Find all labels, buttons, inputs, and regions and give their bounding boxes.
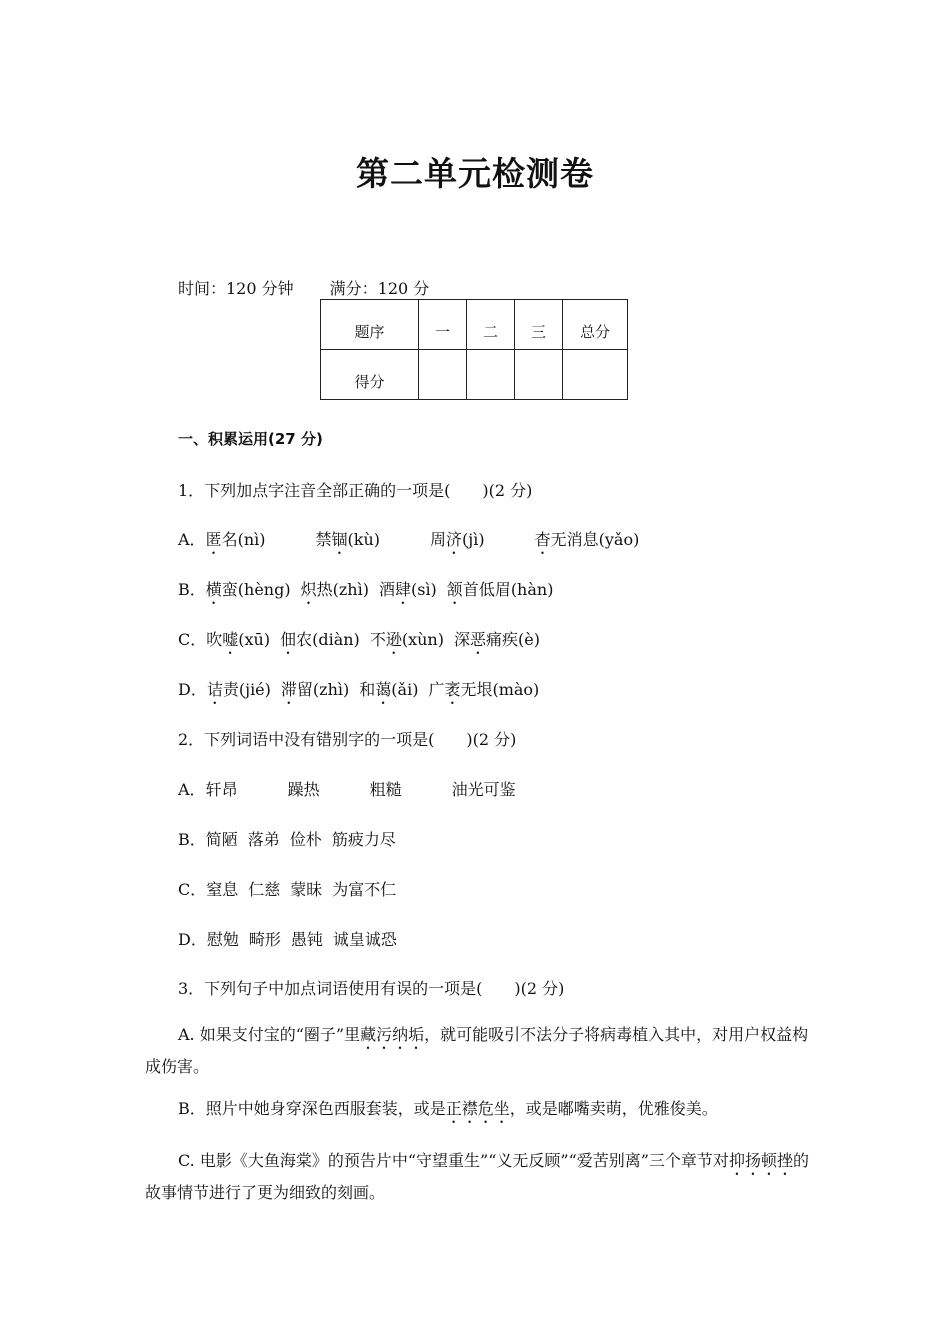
- score-cell: [515, 350, 563, 400]
- q1-stem: 1．下列加点字注音全部正确的一项是( )(2 分): [178, 481, 533, 500]
- score-table: [320, 299, 628, 400]
- exam-meta: [178, 276, 429, 299]
- score-cell: [467, 350, 515, 400]
- q3-option-c: C. 电影《大鱼海棠》的预告片中“守望重生”“义无反顾”“爱苦别离”三个章节对抑扬顿挫的故事情节进行了更为细致的刻画。: [145, 1151, 809, 1202]
- q1-option-d: D．诘责(jié) 滞留(zhì) 和蔼(ǎi) 广袤无垠(mào): [178, 680, 540, 699]
- score-header-cell: 二: [467, 300, 515, 350]
- full-score: 满分：120 分: [329, 279, 430, 298]
- q3-option-b: B．照片中她身穿深色西服套装，或是正襟危坐，或是嘟嘴卖萌，优雅俊美。: [178, 1099, 718, 1118]
- q2-stem: 2．下列词语中没有错别字的一项是( )(2 分): [178, 730, 517, 749]
- section-heading: 一、积累运用(27 分): [178, 430, 323, 448]
- score-cell: [563, 350, 628, 400]
- q1-option-b: B．横蛮(hèng) 炽热(zhì) 酒肆(sì) 颔首低眉(hàn): [178, 580, 554, 599]
- q2-option-d: D．慰勉 畸形 愚钝 诚皇诚恐: [178, 930, 397, 949]
- q3-option-a: A. 如果支付宝的“圈子”里藏污纳垢，就可能吸引不法分子将病毒植入其中，对用户权益构成伤害。: [145, 1025, 809, 1076]
- q2-option-c: C．窒息 仁慈 蒙昧 为富不仁: [178, 880, 397, 899]
- q1-option-c: C．吹嘘(xū) 佃农(diàn) 不逊(xùn) 深恶痛疾(è): [178, 630, 540, 649]
- score-row-label: 得分: [321, 350, 419, 400]
- time-limit: 时间：120 分钟: [178, 279, 294, 298]
- score-header-cell: 题序: [321, 300, 419, 350]
- q1-option-a: A．匿名(nì) 禁锢(kù) 周济(jì) 杳无消息(yǎo): [178, 530, 640, 549]
- score-cell: [419, 350, 467, 400]
- score-header-cell: 一: [419, 300, 467, 350]
- page-title: 第二单元检测卷: [356, 154, 594, 193]
- q2-option-b: B．简陋 落弟 俭朴 筋疲力尽: [178, 830, 396, 849]
- score-header-cell: 三: [515, 300, 563, 350]
- q2-option-a: A．轩昂 躁热 粗糙 油光可鉴: [178, 780, 516, 799]
- score-header-cell: 总分: [563, 300, 628, 350]
- q3-stem: 3．下列句子中加点词语使用有误的一项是( )(2 分): [178, 979, 565, 998]
